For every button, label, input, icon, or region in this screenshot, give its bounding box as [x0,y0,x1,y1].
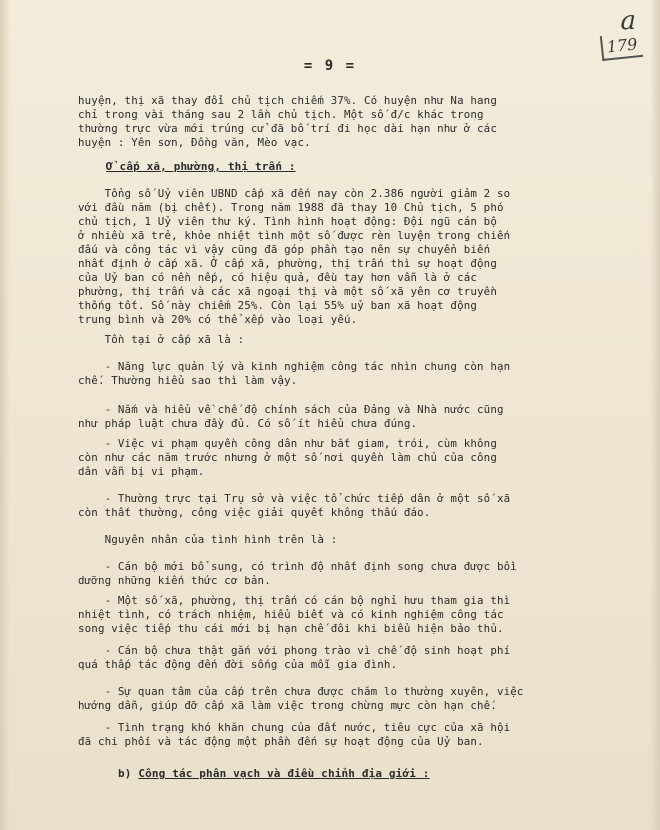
cause-5-line-1: - Tình trạng khó khăn chung của đất nước, tiêu cực của xã hội [78,721,511,734]
cause-2-line-3: song việc tiếp thu cái mới bị hạn chế đôi khi biểu hiện bảo thủ. [78,622,504,635]
cause-3-line-1: - Cán bộ chưa thật gắn với phong trào vì chế độ sinh hoạt phí [78,644,511,657]
intro-line-2: chỉ trong vài tháng sau 2 lần chủ tịch. Một số đ/c khác trong [78,108,484,121]
commune-line-4: ở nhiều xã trẻ, khỏe nhiệt tình một số được rèn luyện trong chiến [78,229,511,242]
shortcoming-1-line-2: chế. Thường hiểu sao thì làm vậy. [78,374,298,387]
commune-line-1: Tổng số Uỷ viên UBND cấp xã đến nay còn 2.386 người giảm 2 so [78,187,511,200]
cause-2-line-1: - Một số xã, phường, thị trấn có cán bộ nghỉ hưu tham gia thì [78,594,511,607]
cause-4-line-2: hướng dẫn, giúp đỡ cấp xã làm việc trong chừng mực còn hạn chế. [78,699,497,712]
section-heading-commune: Ở cấp xã, phường, thị trấn : [106,160,296,173]
commune-line-5: đấu và công tác vì vậy cũng đã góp phần tạo nên sự chuyển biến [78,243,491,256]
causes-heading: Nguyên nhân của tình hình trên là : [78,533,338,546]
shortcoming-2-line-2: như pháp luật chưa đầy đủ. Có số ít hiểu chưa đúng. [78,417,418,430]
cause-1-line-2: dưỡng những kiến thức cơ bản. [78,574,271,587]
commune-line-10: trung bình và 20% có thể xếp vào loại yếu. [78,313,358,326]
commune-line-9: thống tốt. Số này chiếm 25%. Còn lại 55% uỷ ban xã hoạt động [78,299,478,312]
intro-line-1: huyện, thị xã thay đổi chủ tịch chiếm 37%. Có huyện như Na hang [78,94,497,107]
shortcoming-4-line-1: - Thường trực tại Trụ sở và việc tổ chức tiếp dân ở một số xã [78,492,511,505]
commune-line-7: của Uỷ ban có nền nếp, có hiệu quả, đều tay hơn vẫn là ở các [78,271,478,284]
archive-page-number: 179 [600,32,643,61]
shortcoming-3-line-2: còn như các năm trước nhưng ở một số nơi quyền làm chủ của công [78,451,497,464]
commune-line-8: phường, thị trấn và các xã ngoại thị và một số xã yên cơ truyền [78,285,497,298]
shortcoming-3-line-1: - Việc vi phạm quyền công dân như bắt giam, trói, cùm không [78,437,497,450]
cause-2-line-2: nhiệt tình, có trách nhiệm, hiểu biết và có kinh nghiệm công tác [78,608,504,621]
cause-1-line-1: - Cán bộ mới bổ sung, có trình độ nhất định song chưa được bồi [78,560,517,573]
commune-line-2: với đầu năm (bị chết). Trong năm 1988 đã thay 10 Chủ tịch, 5 phó [78,201,504,214]
section-b-label: b) [118,767,132,780]
intro-line-4: huyện : Yên sơn, Đồng văn, Mèo vạc. [78,136,311,149]
shortcoming-4-line-2: còn thất thường, công việc giải quyết không thấu đáo. [78,506,431,519]
cause-4-line-1: - Sự quan tâm của cấp trên chưa được chăm lo thường xuyên, việc [78,685,524,698]
commune-line-6: nhất định ở cấp xã. Ở cấp xã, phường, thị trấn thì sự hoạt động [78,257,497,270]
archive-mark: a [620,6,636,36]
section-b-heading: Công tác phân vạch và điều chỉnh địa giới : [138,767,430,780]
intro-line-3: thường trực vừa mới trúng cử đã bố trí đi học dài hạn như ở các [78,122,497,135]
commune-line-3: chủ tịch, 1 Uỷ viên thư ký. Tình hình hoạt động: Đội ngũ cán bộ [78,215,497,228]
shortcoming-1-line-1: - Năng lực quản lý và kinh nghiệm công tác nhìn chung còn hạn [78,360,511,373]
page-number: = 9 = [303,58,357,74]
shortcoming-2-line-1: - Nắm và hiểu về chế độ chính sách của Đảng và Nhà nước cũng [78,403,504,416]
left-scan-edge [0,0,10,830]
cause-3-line-2: quá thấp tác động đến đời sống của mỗi gia đình. [78,658,398,671]
cause-5-line-2: đã chi phối và tác động một phần đến sự hoạt động của Uỷ ban. [78,735,484,748]
section-b [118,767,658,781]
shortcomings-heading: Tồn tại ở cấp xã là : [78,333,245,346]
shortcoming-3-line-3: dân vẫn bị vi phạm. [78,465,205,478]
right-scan-edge [650,0,660,830]
